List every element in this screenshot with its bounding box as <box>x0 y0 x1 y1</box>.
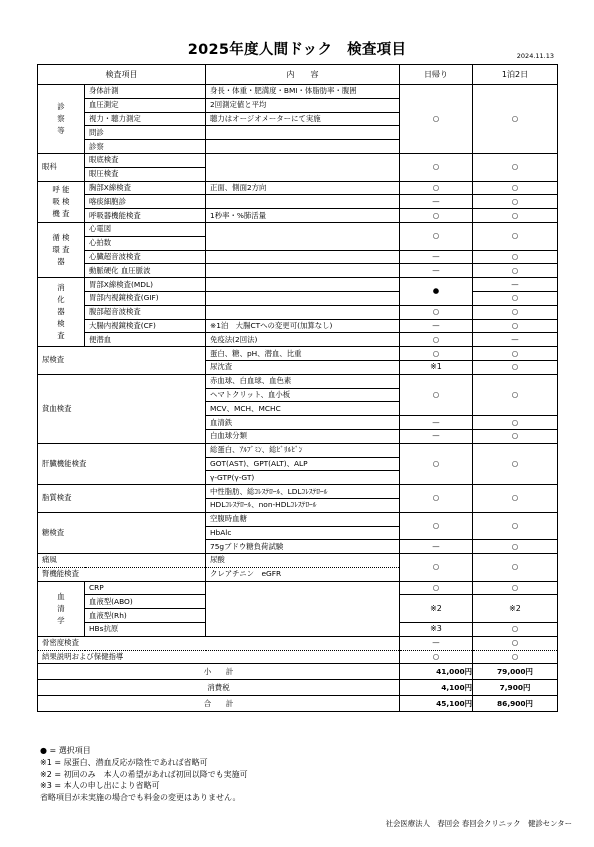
item-content: 正面、側面2方向 <box>206 181 400 195</box>
item-name: CRP <box>85 581 206 595</box>
item-content <box>206 126 400 140</box>
mark-day: ○ <box>400 85 473 154</box>
item-content: 尿酸 <box>206 554 400 568</box>
mark-stay: ○ <box>473 581 558 595</box>
category-kanzo: 肝臓機能検査 <box>38 443 206 484</box>
mark-stay: ○ <box>473 305 558 319</box>
mark-stay: ○ <box>473 181 558 195</box>
item-content <box>206 222 400 250</box>
page-title: 2025年度人間ドック 検査項目 <box>187 42 407 58</box>
item-content <box>206 250 400 264</box>
item-content: 中性脂肪、総ｺﾚｽﾃﾛｰﾙ、LDLｺﾚｽﾃﾛｰﾙ <box>206 485 400 499</box>
note-line: ※2 = 初回のみ 本人の希望があれば初回以降でも実施可 <box>40 769 248 779</box>
subtotal-stay: 79,000円 <box>473 664 558 680</box>
item-content <box>206 264 400 278</box>
mark-stay: ○ <box>473 485 558 513</box>
table-header-row <box>38 65 558 85</box>
mark-day: ○ <box>400 153 473 181</box>
mark-stay: ※2 <box>473 595 558 623</box>
category-kekka: 結果説明および保健指導 <box>38 650 400 664</box>
footer-organization: 社会医療法人 春回会 春回会クリニック 健診センター <box>385 819 572 828</box>
mark-day: ○ <box>400 554 473 582</box>
item-content: ※1泊 大腸CTへの変更可(加算なし) <box>206 319 400 333</box>
table-row <box>38 305 558 319</box>
table-row <box>38 222 558 236</box>
category-hinketsu: 貧血検査 <box>38 374 206 443</box>
table-row <box>38 195 558 209</box>
mark-day: — <box>400 416 473 430</box>
table-row <box>38 636 558 650</box>
note-line: ※3 = 本人の申し出により省略可 <box>40 781 160 791</box>
item-content: 血清鉄 <box>206 416 400 430</box>
item-name: 血液型(Rh) <box>85 609 206 623</box>
table-row <box>38 250 558 264</box>
mark-day: — <box>400 636 473 650</box>
notes <box>40 745 248 804</box>
item-name: 眼圧検査 <box>85 167 206 181</box>
item-name: 視力・聴力測定 <box>85 112 206 126</box>
item-content: 聴力はオージオメーターにて実施 <box>206 112 400 126</box>
category-nyo: 尿検査 <box>38 347 206 375</box>
mark-day: — <box>400 264 473 278</box>
category-shishitsu: 脂質検査 <box>38 485 206 513</box>
table-row <box>38 153 558 167</box>
item-content: γ-GTP(γ-GT) <box>206 471 400 485</box>
mark-stay: ○ <box>473 623 558 637</box>
mark-stay: — <box>473 278 558 292</box>
item-content: 免疫法(2回法) <box>206 333 400 347</box>
item-name: 血液型(ABO) <box>85 595 206 609</box>
item-name: 便潜血 <box>85 333 206 347</box>
total-label: 合 計 <box>38 696 400 712</box>
tax-label: 消費税 <box>38 680 400 696</box>
mark-day: — <box>400 195 473 209</box>
category-to: 糖検査 <box>38 512 206 553</box>
mark-day: ○ <box>400 222 473 250</box>
mark-stay: — <box>473 333 558 347</box>
item-name: 胃部X線検査(MDL) <box>85 278 206 292</box>
table-row <box>38 512 558 526</box>
mark-day: ○ <box>400 333 473 347</box>
item-name: 大腸内視鏡検査(CF) <box>85 319 206 333</box>
mark-day: ○ <box>400 581 473 595</box>
item-name: 心臓超音波検査 <box>85 250 206 264</box>
note-line: ● = 選択項目 <box>40 746 91 755</box>
mark-day: ○ <box>400 485 473 513</box>
mark-stay: ○ <box>473 360 558 374</box>
table-row <box>38 291 558 305</box>
item-content: 空腹時血糖 <box>206 512 400 526</box>
mark-day: — <box>400 250 473 264</box>
item-content: 総蛋白、ｱﾙﾌﾞﾐﾝ、総ﾋﾞﾘﾙﾋﾞﾝ <box>206 443 400 457</box>
category-shoka: 消 化 器 検 査 <box>38 278 85 347</box>
category-ganka: 眼科 <box>38 153 85 181</box>
mark-stay: ○ <box>473 374 558 415</box>
category-jin: 腎機能検査 <box>38 567 206 581</box>
mark-stay: ○ <box>473 209 558 223</box>
mark-day: ○ <box>400 347 473 361</box>
mark-stay: ○ <box>473 250 558 264</box>
mark-stay: ○ <box>473 443 558 484</box>
item-name: 診察 <box>85 140 206 154</box>
table-row <box>38 347 558 361</box>
mark-day: ※1 <box>400 360 473 374</box>
item-content: 2回測定値と平均 <box>206 98 400 112</box>
mark-stay: ○ <box>473 264 558 278</box>
total-stay: 86,900円 <box>473 696 558 712</box>
category-kessei: 血 清 学 <box>38 581 85 636</box>
document-date: 2024.11.13 <box>516 52 554 60</box>
mark-stay: ○ <box>473 416 558 430</box>
tax-day: 4,100円 <box>400 680 473 696</box>
category-junkan: 循 検 環 査 器 <box>38 222 85 277</box>
table-row <box>38 319 558 333</box>
tax-row <box>38 680 558 696</box>
mark-day: — <box>400 319 473 333</box>
item-name: 血圧測定 <box>85 98 206 112</box>
subtotal-day: 41,000円 <box>400 664 473 680</box>
item-content <box>206 278 400 292</box>
mark-stay: ○ <box>473 540 558 554</box>
item-content <box>206 305 400 319</box>
mark-stay: ○ <box>473 153 558 181</box>
item-content <box>206 140 400 154</box>
tax-stay: 7,900円 <box>473 680 558 696</box>
item-content <box>206 581 400 636</box>
table-row <box>38 650 558 664</box>
item-name: HBs抗原 <box>85 623 206 637</box>
item-content <box>206 153 400 181</box>
item-content: 75gブドウ糖負荷試験 <box>206 540 400 554</box>
mark-stay: ○ <box>473 636 558 650</box>
item-content: クレアチニン eGFR <box>206 567 400 581</box>
mark-stay: ○ <box>473 554 558 582</box>
table-row <box>38 581 558 595</box>
item-name: 眼底検査 <box>85 153 206 167</box>
mark-stay: ○ <box>473 85 558 154</box>
table-row <box>38 181 558 195</box>
header-content: 内 容 <box>206 65 400 85</box>
table-row <box>38 85 558 99</box>
note-line: ※1 = 尿蛋白、潜血反応が陰性であれば省略可 <box>40 757 208 767</box>
mark-day: ○ <box>400 443 473 484</box>
item-content: 白血球分類 <box>206 429 400 443</box>
item-name: 胸部X線検査 <box>85 181 206 195</box>
mark-day: ※3 <box>400 623 473 637</box>
subtotal-row <box>38 664 558 680</box>
mark-day: ○ <box>400 209 473 223</box>
mark-stay: ○ <box>473 195 558 209</box>
mark-stay: ○ <box>473 650 558 664</box>
mark-day: ● <box>400 278 473 306</box>
table-row <box>38 333 558 347</box>
item-name: 喀痰細胞診 <box>85 195 206 209</box>
mark-day: — <box>400 429 473 443</box>
table-row <box>38 209 558 223</box>
mark-day: ○ <box>400 512 473 540</box>
mark-stay: ○ <box>473 347 558 361</box>
item-content: HDLｺﾚｽﾃﾛｰﾙ、non-HDLｺﾚｽﾃﾛｰﾙ <box>206 498 400 512</box>
table-row <box>38 374 558 388</box>
item-name: 心電図 <box>85 222 206 236</box>
exam-items-table <box>37 64 558 712</box>
item-content <box>206 195 400 209</box>
item-content: 身長・体重・肥満度・BMI・体脂肪率・腹囲 <box>206 85 400 99</box>
mark-stay: ○ <box>473 222 558 250</box>
item-content: 尿沈査 <box>206 360 400 374</box>
mark-day: ※2 <box>400 595 473 623</box>
mark-day: ○ <box>400 181 473 195</box>
item-content: 蛋白、糖、pH、潜血、比重 <box>206 347 400 361</box>
mark-day: ○ <box>400 650 473 664</box>
item-name: 胃部内視鏡検査(GIF) <box>85 291 206 305</box>
item-name: 腹部超音波検査 <box>85 305 206 319</box>
table-row <box>38 264 558 278</box>
mark-stay: ○ <box>473 512 558 540</box>
item-name: 身体計測 <box>85 85 206 99</box>
table-row <box>38 443 558 457</box>
total-row <box>38 696 558 712</box>
table-row <box>38 278 558 292</box>
table-row <box>38 485 558 499</box>
header-item: 検査項目 <box>38 65 206 85</box>
mark-stay: ○ <box>473 429 558 443</box>
total-day: 45,100円 <box>400 696 473 712</box>
mark-day: ○ <box>400 305 473 319</box>
item-name: 問診 <box>85 126 206 140</box>
category-tsufu: 痛風 <box>38 554 206 568</box>
item-name: 心拍数 <box>85 236 206 250</box>
category-kokyu: 呼 能 吸 検 機 査 <box>38 181 85 222</box>
item-content: 赤血球、白血球、血色素 <box>206 374 400 388</box>
item-name: 動脈硬化 血圧脈波 <box>85 264 206 278</box>
mark-day: ○ <box>400 374 473 415</box>
note-line: 省略項目が未実施の場合でも料金の変更はありません。 <box>40 793 241 803</box>
mark-stay: ○ <box>473 319 558 333</box>
item-content: MCV、MCH、MCHC <box>206 402 400 416</box>
header-stay: 1泊2日 <box>473 65 558 85</box>
table-row <box>38 554 558 568</box>
header-day: 日帰り <box>400 65 473 85</box>
subtotal-label: 小 計 <box>38 664 400 680</box>
item-name: 呼吸器機能検査 <box>85 209 206 223</box>
item-content: HbAlc <box>206 526 400 540</box>
category-shinsatsu: 診 察 等 <box>38 85 85 154</box>
item-content: 1秒率・%肺活量 <box>206 209 400 223</box>
mark-day: — <box>400 540 473 554</box>
item-content <box>206 291 400 305</box>
category-kotsu: 骨密度検査 <box>38 636 400 650</box>
mark-stay: ○ <box>473 291 558 305</box>
item-content: GOT(AST)、GPT(ALT)、ALP <box>206 457 400 471</box>
item-content: ヘマトクリット、血小板 <box>206 388 400 402</box>
